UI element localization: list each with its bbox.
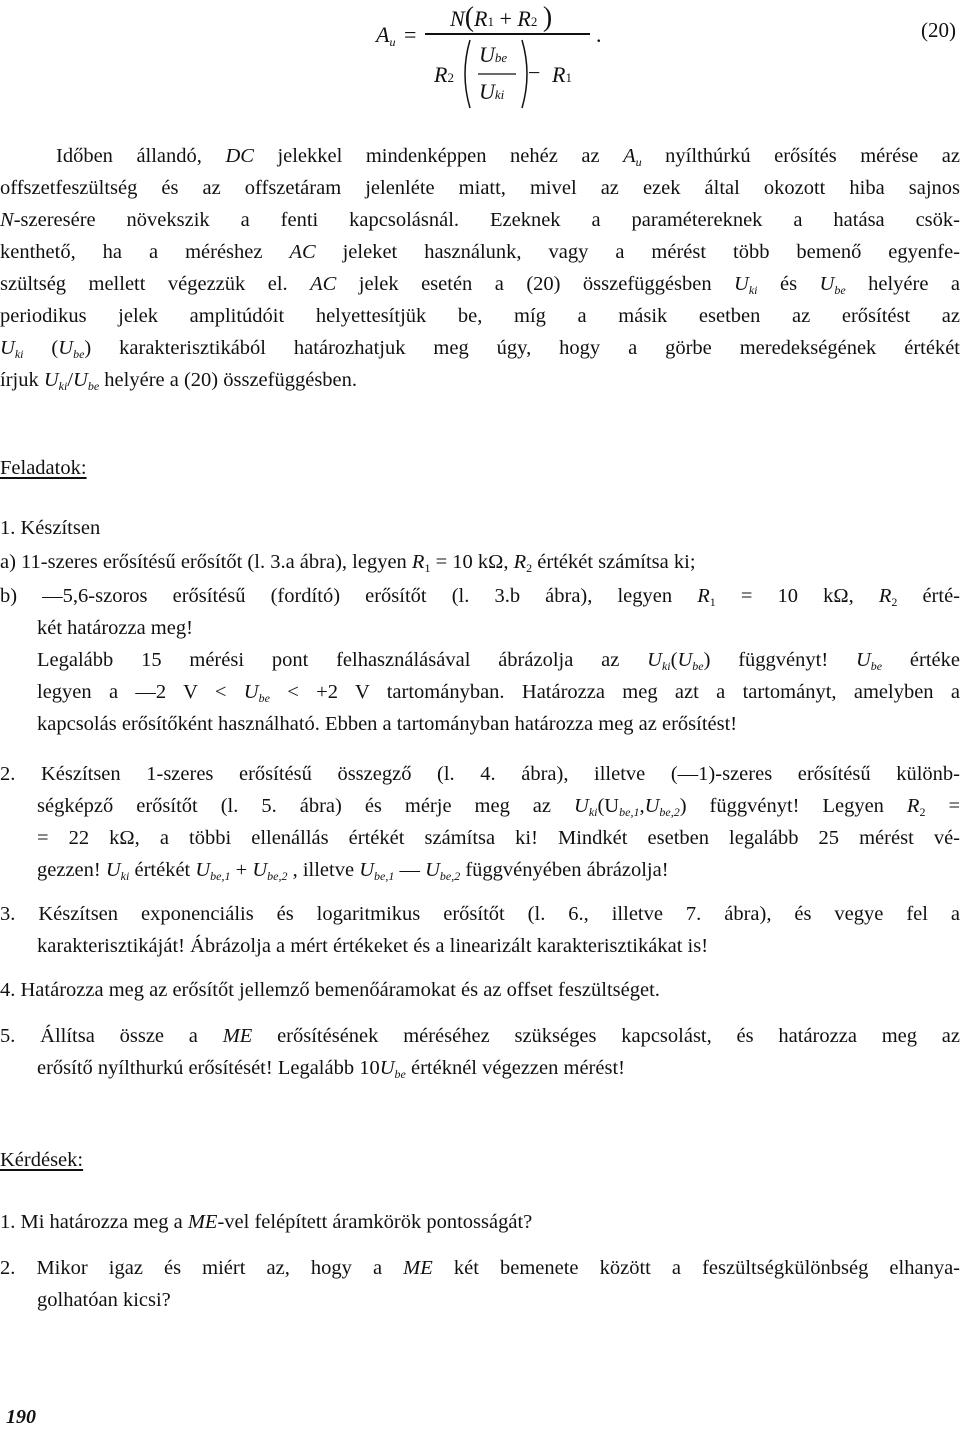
eq-num-plus: + [499,6,512,31]
equation-number: (20) [921,18,956,42]
task-2-line-1: 2. Készítsen 1-szeres erősítésű összegző (l. 4. ábra), illetve (―1)-szeres erősítésű különb- [0,763,960,785]
eq-numerator [450,2,552,34]
task-4: 4. Határozza meg az erősítőt jellemző bemenőáramokat és az offset feszültséget. [0,979,660,1001]
eq-lhs-symbol: A [376,22,390,47]
eq-lhs [376,22,395,48]
eq-den-r2-symbol: R [434,62,448,87]
intro-line-5: szültség mellett végezzük el. AC jelek esetén a (20) összefüggésben $U_{ki}$ és $U_{be}$ helyére a [0,273,960,297]
eq-equals: = [404,22,417,47]
eq-num-r1-sub: 1 [487,14,494,29]
eq-den-minus: − [528,60,541,85]
eq-den-r1-sub: 1 [565,70,572,85]
task-5-line-2: erősítő nyílthurkú erősítését! Legalább $10U_{be}$ értéknél végezzen mérést! [37,1057,625,1081]
question-2-line-1: 2. Mikor igaz és miért az, hogy a ME két bemenete között a feszültségkülönbség elhanya- [0,1257,960,1279]
eq-den-r1 [552,62,572,88]
task-1b: b) ―5,6-szoros erősítésű (fordító) erősítőt (l. 3.b ábra), legyen $R_1 = 10$ kΩ, $R_2$ érté- [0,585,960,609]
eq-fraction-bar [425,33,590,35]
intro-line-7: $U_{ki}$ $(U_{be})$ karakterisztikából határozhatjuk meg úgy, hogy a görbe meredekségének értékét [0,337,960,361]
eq-den-uki-symbol: U [479,79,495,104]
task-3-line-2: karakterisztikáját! Ábrázolja a mért értékeket és a linearizált karakterisztikákat is! [37,935,709,957]
eq-lhs-sub: u [389,35,396,49]
task-1d: legyen a ―2 $V < U_{be} < +2$ V tartományban. Határozza meg azt a tartományt, amelyben a [37,681,960,705]
task-2-line-2: ségképző erősítőt (l. 5. ábra) és mérje meg az $U_{ki}(U_{be,1},U_{be,2})$ függvényt! Legyen $R_2$ = [37,795,960,819]
intro-line-6: periodikus jelek amplitúdóit helyettesítjük be, míg a másik esetben az erősítést az [0,305,960,327]
eq-num-r2: R [517,6,531,31]
eq-den-ube-sub: be [494,50,508,65]
eq-den-ube-symbol: U [479,42,495,67]
feladatok-heading: Feladatok: [0,457,87,479]
intro-line-1: Időben állandó, DC jelekkel mindenképpen nehéz az $A_u$ nyílthúrkú erősítés mérése az [56,145,960,169]
kerdesek-heading: Kérdések: [0,1149,84,1171]
task-3-line-1: 3. Készítsen exponenciális és logaritmikus erősítőt (l. 6., illetve 7. ábra), és vegye fel a [0,903,960,925]
eq-num-close: ) [542,2,553,33]
page-number: 190 [6,1406,36,1428]
eq-den-r2 [434,62,454,88]
task-1b-cont: két határozza meg! [37,617,193,639]
task-5-line-1: 5. Állítsa össze a ME erősítésének méréséhez szükséges kapcsolást, és határozza meg az [0,1025,960,1047]
intro-line-8: írjuk $U_{ki}/U_{be}$ helyére a (20) összefüggésben. [0,369,358,393]
question-1: 1. Mi határozza meg a ME-vel felépített áramkörök pontosságát? [0,1211,533,1233]
intro-line-3: N-szeresére növekszik a fenti kapcsolásnál. Ezeknek a paramétereknek a hatása csök- [0,209,960,231]
intro-line-2: offszetfeszültség és az offszetáram jelenléte miatt, mivel az ezek által okozott hiba sajnos [0,177,960,199]
eq-period: . [596,22,602,47]
intro-line-4: kenthető, ha a méréshez AC jeleket használunk, vagy a mérést több bemenő egyenfe- [0,241,960,263]
task-2-line-3: = 22 kΩ, a többi ellenállás értékét számítsa ki! Mindkét esetben legalább 25 mérést vé- [37,827,960,849]
question-2-line-2: golhatóan kicsi? [37,1289,171,1311]
eq-den-r1-symbol: R [552,62,566,87]
task-1a: a) 11-szeres erősítésű erősítőt (l. 3.a ábra), legyen $R_1 = 10$ kΩ, $R_2$ értékét számítsa ki; [0,551,696,575]
eq-num-open: ( [464,2,475,33]
task-1-title: 1. Készítsen [0,517,101,539]
eq-den-uki [479,79,504,105]
eq-num-n: N [450,6,465,31]
eq-den-uki-sub: ki [494,87,505,102]
task-1c: Legalább 15 mérési pont felhasználásával ábrázolja az $U_{ki}(U_{be})$ függvényt! $U_{be}$ értéke [37,649,960,673]
eq-num-r2-sub: 2 [530,14,538,29]
eq-num-r1: R [474,6,488,31]
eq-den-r2-sub: 2 [447,70,454,85]
task-1e: kapcsolás erősítőként használható. Ebben a tartományban határozza meg az erősítést! [37,713,738,735]
eq-den-ube [479,42,507,68]
task-2-line-4: gezzen! $U_{ki}$ értékét $U_{be,1} + U_{be,2}$ , illetve $U_{be,1}$ ― $U_{be,2}$ függvényében ábrázolja! [37,859,669,883]
